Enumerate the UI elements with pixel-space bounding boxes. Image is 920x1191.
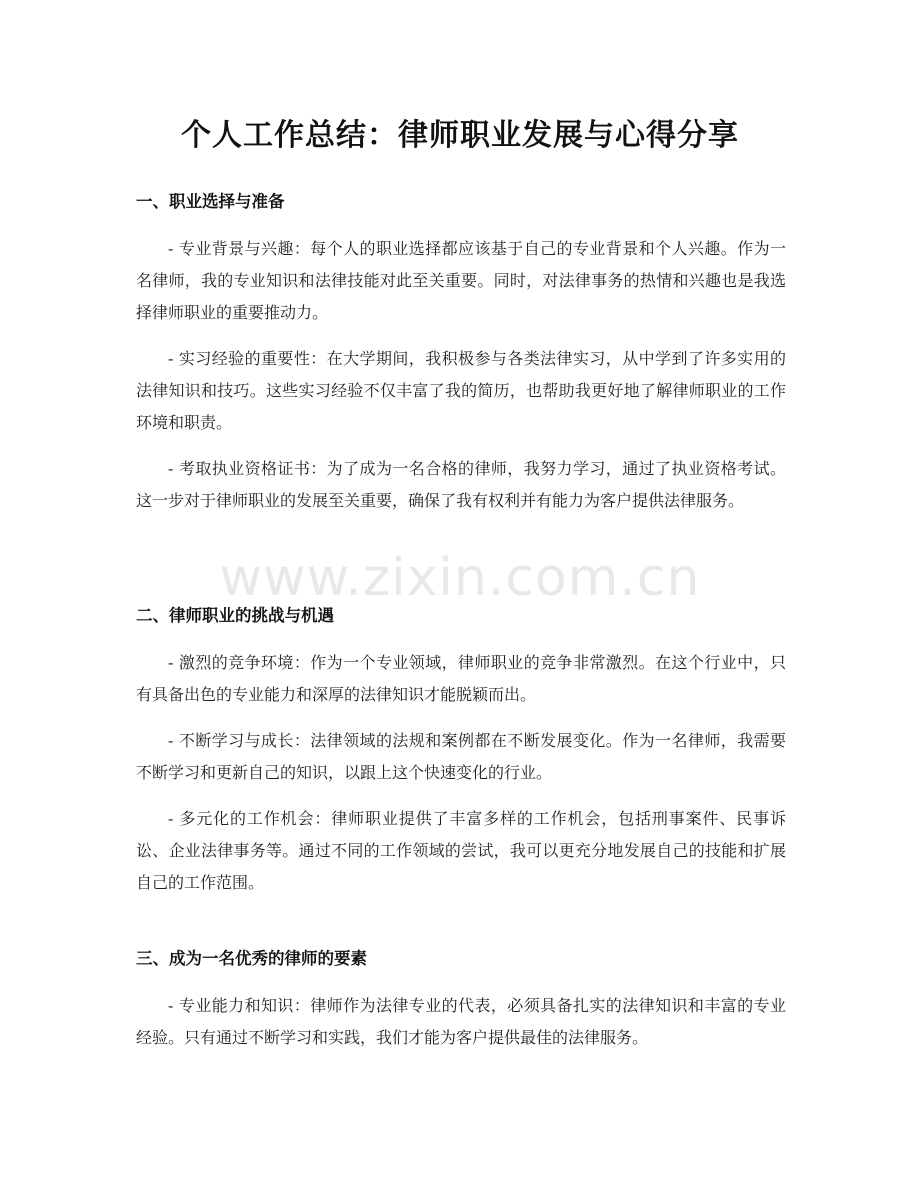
- section-excellent-lawyer: [136, 948, 786, 1054]
- paragraph: - 不断学习与成长：法律领域的法规和案例都在不断发展变化。作为一名律师，我需要不断学习和更新自己的知识，以跟上这个快速变化的行业。: [136, 731, 786, 782]
- paragraph: - 多元化的工作机会：律师职业提供了丰富多样的工作机会，包括刑事案件、民事诉讼、企业法律事务等。通过不同的工作领域的尝试，我可以更充分地发展自己的技能和扩展自己的工作范围。: [136, 809, 786, 892]
- paragraph: - 专业能力和知识：律师作为法律专业的代表，必须具备扎实的法律知识和丰富的专业经验。只有通过不断学习和实践，我们才能为客户提供最佳的法律服务。: [136, 996, 786, 1047]
- page-title: 个人工作总结：律师职业发展与心得分享: [181, 118, 739, 153]
- paragraph: - 实习经验的重要性：在大学期间，我积极参与各类法律实习，从中学到了许多实用的法律知识和技巧。这些实习经验不仅丰富了我的简历，也帮助我更好地了解律师职业的工作环境和职责。: [136, 349, 786, 432]
- section-heading: 一、职业选择与准备: [136, 192, 285, 211]
- paragraph: - 专业背景与兴趣：每个人的职业选择都应该基于自己的专业背景和个人兴趣。作为一名律师，我的专业知识和法律技能对此至关重要。同时，对法律事务的热情和兴趣也是我选择律师职业的重要推动力。: [136, 239, 786, 322]
- section-heading: 三、成为一名优秀的律师的要素: [136, 949, 367, 968]
- watermark: www.zixin.com.cn: [219, 548, 701, 608]
- paragraph: - 考取执业资格证书：为了成为一名合格的律师，我努力学习，通过了执业资格考试。这一步对于律师职业的发展至关重要，确保了我有权利并有能力为客户提供法律服务。: [136, 459, 786, 510]
- section-career-choice: [136, 191, 786, 517]
- section-heading: 二、律师职业的挑战与机遇: [136, 606, 334, 625]
- section-challenges: [136, 605, 786, 899]
- paragraph: - 激烈的竞争环境：作为一个专业领域，律师职业的竞争非常激烈。在这个行业中，只有具备出色的专业能力和深厚的法律知识才能脱颖而出。: [136, 653, 786, 704]
